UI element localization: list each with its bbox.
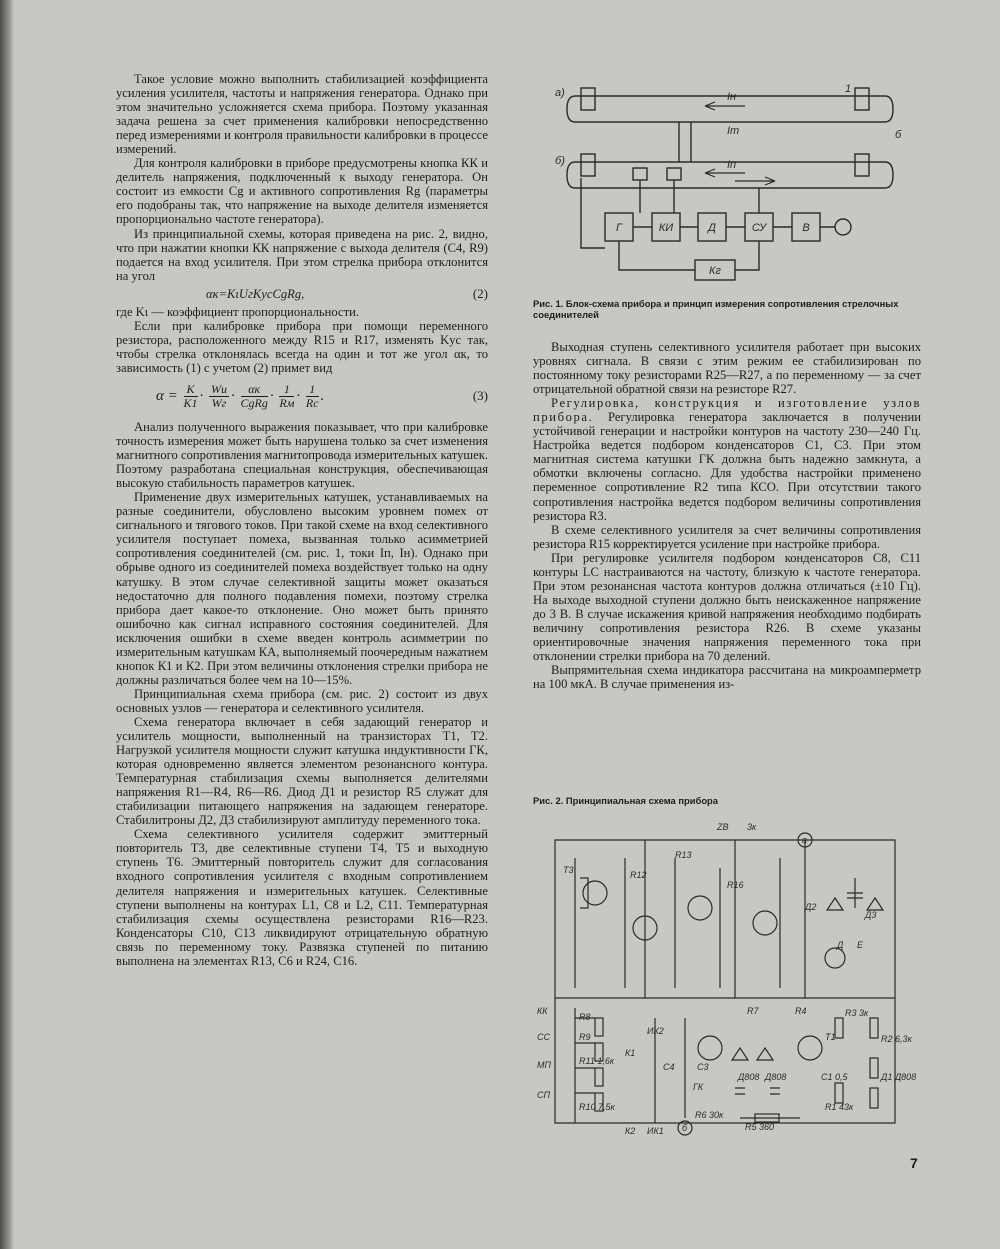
label-r1: R1 43к bbox=[825, 1102, 854, 1112]
paragraph: Если при калибровке прибора при помощи переменного резистора, расположенного между R15 и R17, изменять Kус так, чтобы стрелка отклонялась всегда на один и тот же угол αк, то зависимость (1) с учетом (2) примет вид bbox=[116, 318, 488, 375]
figure-2-schematic bbox=[535, 818, 918, 1145]
label-in: Iн bbox=[727, 91, 737, 103]
label-e: Е bbox=[857, 940, 864, 950]
label-r11: R11 1,6к bbox=[579, 1056, 615, 1066]
label-b: б) bbox=[555, 155, 565, 167]
right-column bbox=[533, 340, 921, 691]
label-ik2: ИК2 bbox=[647, 1026, 664, 1036]
block-kg-label: Кг bbox=[709, 265, 721, 277]
transistor-symbol bbox=[583, 881, 607, 905]
formula-3 bbox=[116, 383, 488, 410]
paragraph: Выходная ступень селективного усилителя работает при высоких уровнях сигнала. В связи с этим режим ее стабилизирован по постоянному току резисторами R25—R27, а по переменному — за счет отрицательной обратной связи на резисторе R27. bbox=[533, 340, 921, 397]
label-gk: ГК bbox=[693, 1082, 704, 1092]
label-k2: К2 bbox=[625, 1126, 636, 1136]
paragraph: Такое условие можно выполнить стабилизацией коэффициента усиления усилителя, частоты и напряжения генератора. Однако при этом значительно усложняется схема прибора. Поэтому указанная задача решена за счет применения калибровки непосредственно перед измерениями и контроля правильности калибровки в процессе измерений. bbox=[116, 72, 488, 157]
numerator: αк bbox=[241, 383, 268, 397]
fraction bbox=[306, 383, 319, 410]
left-column bbox=[116, 72, 488, 968]
label-6: б bbox=[895, 129, 902, 141]
label-r10: R10 7,5к bbox=[579, 1102, 615, 1112]
figure-1-block-diagram bbox=[555, 78, 915, 290]
block-su-label: СУ bbox=[751, 222, 767, 234]
formula-2-expression: αк=KιUгKусCgRg, bbox=[206, 286, 305, 301]
label-t1: Т1 bbox=[825, 1032, 836, 1042]
block-v-label: В bbox=[802, 222, 810, 234]
label-r8: R8 bbox=[579, 1012, 591, 1022]
label-d3: Д3 bbox=[865, 910, 877, 920]
label-ig: Iт bbox=[727, 125, 740, 137]
label-d1: Д1 Д808 bbox=[881, 1072, 917, 1082]
label-d2: Д2 bbox=[805, 902, 817, 912]
denominator: Wг bbox=[211, 395, 227, 410]
paragraph: В схеме селективного усилителя за счет величины сопротивления резистора R15 корректируется усиление при настройке прибора. bbox=[533, 522, 921, 551]
label-r4: R4 bbox=[795, 1006, 807, 1016]
label-r3: R3 3к bbox=[845, 1008, 869, 1018]
label-3k: 3к bbox=[747, 822, 757, 832]
paragraph: Анализ полученного выражения показывает, что при калибровке точность измерения может быть нарушена только за счет изменения магнитного сопротивления магнитопровода измерительных катушек. Поэтому разработана специальная конструкция, обеспечивающая высокую стабильность параметров катушек. bbox=[116, 419, 488, 491]
formula-3-expression: α = $\frac{K}{K1}$ · $\frac{Wи}{Wг}$ · $\frac{\alpha к}{\text{CgRg}}$ · $\frac{1}{Rм}$ · $\frac{1}{Rc}$ . bbox=[156, 381, 325, 410]
page-edge bbox=[0, 0, 14, 1249]
fraction bbox=[209, 383, 229, 410]
paragraph: Принципиальная схема прибора (см. рис. 2) состоит из двух основных узлов — генератора и селективного усилителя. bbox=[116, 686, 488, 715]
denominator: Rc bbox=[305, 395, 319, 410]
label-t3: Т3 bbox=[563, 865, 574, 875]
label-r6: R6 30к bbox=[695, 1110, 724, 1120]
fraction bbox=[279, 383, 294, 410]
paragraph: Из принципиальной схемы, которая приведена на рис. 2, видно, что при нажатии кнопки КК напряжение с выхода делителя (С4, R9) подается на вход усилителя. При этом стрелка прибора отклонится на угол bbox=[116, 226, 488, 283]
label-ik1: ИК1 bbox=[647, 1126, 664, 1136]
paragraph: Схема генератора включает в себя задающий генератор и усилитель мощности, выполненный на транзисторах Т1, Т2. Нагрузкой усилителя мощности служит катушка индуктивности ГК, которая одновременно является элементом резонансного контура. Температурная стабилизация схемы выполняется делителями напряжения R1—R4, R6—R6. Диод Д1 и резистор R5 служат для стабилизации питающего напряжения на задающем генераторе. Стабилитроны Д2, Д3 стабилизируют амплитуду переменного тока. bbox=[116, 714, 488, 828]
denominator: K1 bbox=[183, 395, 198, 410]
paragraph: Схема селективного усилителя содержит эмиттерный повторитель Т3, две селективные ступени Т4, Т5 и выходную ступень Т6. Эмиттерный повторитель служит для согласования входного сопротивления усилителя с входным сопротивлением делителя напряжения и измерительных катушек. Селективные ступени выполнены на контурах L1, C8 и L2, C11. Температурная стабилизация схемы осуществлена резисторами R16—R23. Конденсаторы С10, С13 ликвидируют отрицательную обратную связь по переменному току. Развязка ступеней по питанию выполнена на элементах R13, C6 и R24, C16. bbox=[116, 827, 488, 968]
label-d808-a: Д808 bbox=[738, 1072, 760, 1082]
page-number: 7 bbox=[910, 1155, 918, 1171]
label-1: 1 bbox=[845, 83, 852, 95]
paragraph bbox=[533, 396, 921, 522]
label-b-terminal: б bbox=[682, 1123, 688, 1133]
paragraph: При регулировке усилителя подбором конденсаторов С8, С11 контуры LC настраиваются на частоту, близкую к частоте генератора. При этом резонансная частота контуров должна отличаться (±10 Гц). На выходе выходной ступени должно быть неискаженное напряжение до 3 В. В случае искажения кривой напряжения необходимо подбирать величину сопротивления резистора R26. В схеме указаны ориентировочные значения напряжения переменного тока при отклонении стрелки прибора на 70 делений. bbox=[533, 550, 921, 664]
label-ss: СС bbox=[537, 1032, 550, 1042]
label-r2: R2 6,3к bbox=[881, 1034, 912, 1044]
block-ki-label: КИ bbox=[658, 222, 674, 234]
label-r9: R9 bbox=[579, 1032, 591, 1042]
formula-2 bbox=[116, 287, 488, 301]
denominator: Rм bbox=[279, 395, 295, 410]
indicator-circle bbox=[835, 219, 851, 235]
fraction bbox=[184, 383, 198, 410]
label-r16: R16 bbox=[727, 880, 744, 890]
formula-3-number: (3) bbox=[472, 388, 488, 404]
label-r13: R13 bbox=[675, 850, 692, 860]
paragraph: Выпрямительная схема индикатора рассчитана на микроамперметр на 100 мкА. В случае применения из- bbox=[533, 663, 921, 692]
label-c4: C4 bbox=[663, 1062, 675, 1072]
label-c3: C3 bbox=[697, 1062, 709, 1072]
label-a-terminal: а bbox=[802, 835, 808, 845]
figure-2-caption: Рис. 2. Принципиальная схема прибора bbox=[533, 795, 718, 806]
label-d808-b: Д808 bbox=[765, 1072, 787, 1082]
section-heading: Регулировка, конструкция и изготовление узлов прибора. bbox=[533, 396, 921, 425]
formula-3-lhs: α = bbox=[156, 387, 178, 404]
label-a: а) bbox=[555, 87, 565, 99]
numerator: 1 bbox=[279, 383, 294, 397]
label-sp: СП bbox=[537, 1090, 551, 1100]
label-zv: ZВ bbox=[717, 822, 729, 832]
figure-1-caption: Рис. 1. Блок-схема прибора и принцип измерения сопротивления стрелочных соединителей bbox=[533, 298, 899, 320]
formula-2-number: (2) bbox=[472, 285, 488, 301]
label-c1: C1 0,5 bbox=[821, 1072, 848, 1082]
denominator: CgRg bbox=[240, 395, 268, 410]
label-mp: МП bbox=[537, 1060, 552, 1070]
label-r12: R12 bbox=[630, 870, 647, 880]
block-d-label: Д bbox=[708, 222, 716, 234]
paragraph: где Kι — коэффициент пропорциональности. bbox=[116, 304, 360, 319]
fraction bbox=[241, 383, 268, 410]
paragraph: Применение двух измерительных катушек, устанавливаемых на разные соединители, обусловлено высоким уровнем помех от сигнального и тягового токов. При такой схеме на вход селективного усилителя поступает помеха, вызванная только асимметрией сопротивления соединителей (см. рис. 1, токи Iп, Iн). Однако при обрыве одного из соединителей помеха воздействует только на одну катушку. В этом случае селективной защиты может оказаться недостаточно для полного подавления помехи, поэтому стрелка прибора дает какое-то отклонение. Оно может быть принято ошибочно как сигнал исправного состояния соединителей. Для исключения ошибки в схеме введен контроль асимметрии по измерительным катушкам КА, выполняемый поочередным нажатием кнопок К1 и К2. При этом величины отклонения стрелки прибора не должны различаться более чем на 10—15%. bbox=[116, 490, 489, 687]
label-kk: КК bbox=[537, 1006, 548, 1016]
label-r5: R5 360 bbox=[745, 1122, 775, 1132]
numerator: 1 bbox=[306, 383, 319, 397]
paragraph-body: Регулировка генератора заключается в получении устойчивой генерации и настройки контуров на частоту 230—240 Гц. Настройка ведется подбором конденсаторов С1, С3. При этом магнитная система катушки ГК должна быть надежно замкнута, а обмотки включены согласно. Для удобства настройки применено переменное сопротивление R2 типа КСО. При отсутствии такого сопротивления настройка ведется подбором величины сопротивления резистора R3. bbox=[533, 410, 921, 523]
block-g-label: Г bbox=[616, 222, 622, 234]
label-ip: Iп bbox=[727, 159, 737, 171]
label-k1: К1 bbox=[625, 1048, 636, 1058]
paragraph: Для контроля калибровки в приборе предусмотрены кнопка КК и делитель напряжения, подключенный к выходу генератора. Он состоит из емкости Cg и активного сопротивления Rg (параметры его подобраны так, что напряжение на выходе делителя изменяется пропорционально частоте генератора). bbox=[116, 156, 488, 227]
numerator: Wи bbox=[211, 381, 228, 396]
numerator: K bbox=[184, 383, 198, 397]
label-r7: R7 bbox=[747, 1006, 759, 1016]
label-d: Д bbox=[837, 940, 844, 950]
